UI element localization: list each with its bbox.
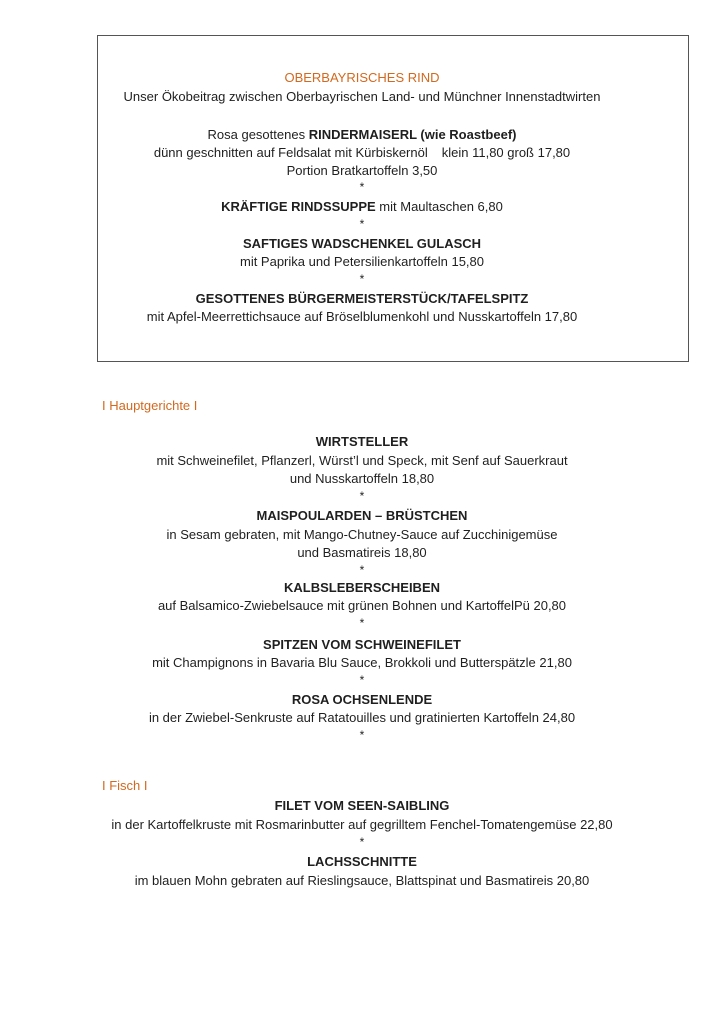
wirtsteller-desc1: mit Schweinefilet, Pflanzerl, Würst’l und Speck, mit Senf auf Sauerkraut [156, 453, 568, 468]
separator: * [359, 180, 365, 194]
lachsschnitte-desc: im blauen Mohn gebraten auf Rieslingsauce, Blattspinat und Basmatireis 20,80 [134, 873, 590, 888]
rindssuppe-name: KRÄFTIGE RINDSSUPPE [221, 199, 376, 214]
maispoularden-desc1: in Sesam gebraten, mit Mango-Chutney-Sauce auf Zucchinigemüse [166, 527, 558, 542]
gulasch-desc: mit Paprika und Petersilienkartoffeln 15,80 [239, 254, 484, 269]
tafelspitz-desc: mit Apfel-Meerrettichsauce auf Bröselblumenkohl und Nusskartoffeln 17,80 [146, 309, 578, 324]
bratkartoffeln-line: Portion Bratkartoffeln 3,50 [286, 163, 438, 178]
rindssuppe-desc: mit Maultaschen 6,80 [375, 199, 503, 214]
schweinefilet-desc: mit Champignons in Bavaria Blu Sauce, Brokkoli und Butterspätzle 21,80 [152, 655, 572, 670]
lachsschnitte-name: LACHSSCHNITTE [307, 854, 417, 869]
hauptgerichte-heading: I Hauptgerichte I [102, 398, 198, 413]
maispoularden-name: MAISPOULARDEN – BRÜSTCHEN [256, 508, 468, 523]
rindermaiserl-name: RINDERMAISERL (wie Roastbeef) [308, 127, 517, 142]
rind-subtitle: Unser Ökobeitrag zwischen Oberbayrischen Land- und Münchner Innenstadtwirten [123, 89, 601, 104]
separator: * [359, 489, 365, 503]
saibling-desc: in der Kartoffelkruste mit Rosmarinbutter auf gegrilltem Fenchel-Tomatengemüse 22,80 [111, 817, 613, 832]
wirtsteller-name: WIRTSTELLER [315, 434, 409, 449]
separator: * [359, 272, 365, 286]
separator: * [359, 728, 365, 742]
separator: * [359, 616, 365, 630]
rindssuppe-line [0, 198, 724, 216]
kalbsleber-desc: auf Balsamico-Zwiebelsauce mit grünen Bohnen und KartoffelPü 20,80 [157, 598, 567, 613]
rind-title: OBERBAYRISCHES RIND [284, 70, 440, 85]
rindermaiserl-prefix: Rosa gesottenes [207, 127, 309, 142]
schweinefilet-name: SPITZEN VOM SCHWEINEFILET [263, 637, 461, 652]
saibling-name: FILET VOM SEEN-SAIBLING [274, 798, 450, 813]
wirtsteller-desc2: und Nusskartoffeln 18,80 [289, 471, 435, 486]
separator: * [359, 835, 365, 849]
separator: * [359, 673, 365, 687]
separator: * [359, 217, 365, 231]
rindermaiserl-desc [0, 144, 724, 162]
ochsenlende-name: ROSA OCHSENLENDE [291, 692, 433, 707]
tafelspitz-name: GESOTTENES BÜRGERMEISTERSTÜCK/TAFELSPITZ [195, 291, 529, 306]
rindermaiserl-line1: dünn geschnitten auf Feldsalat mit Kürbiskernöl [153, 145, 428, 160]
separator: * [359, 563, 365, 577]
rindermaiserl-title [0, 126, 724, 144]
rindermaiserl-price: klein 11,80 groß 17,80 [441, 145, 571, 160]
gulasch-name: SAFTIGES WADSCHENKEL GULASCH [242, 236, 482, 251]
maispoularden-desc2: und Basmatireis 18,80 [297, 545, 427, 560]
kalbsleber-name: KALBSLEBERSCHEIBEN [283, 580, 440, 595]
ochsenlende-desc: in der Zwiebel-Senkruste auf Ratatouilles und gratinierten Kartoffeln 24,80 [148, 710, 576, 725]
fisch-heading: I Fisch I [102, 778, 148, 793]
